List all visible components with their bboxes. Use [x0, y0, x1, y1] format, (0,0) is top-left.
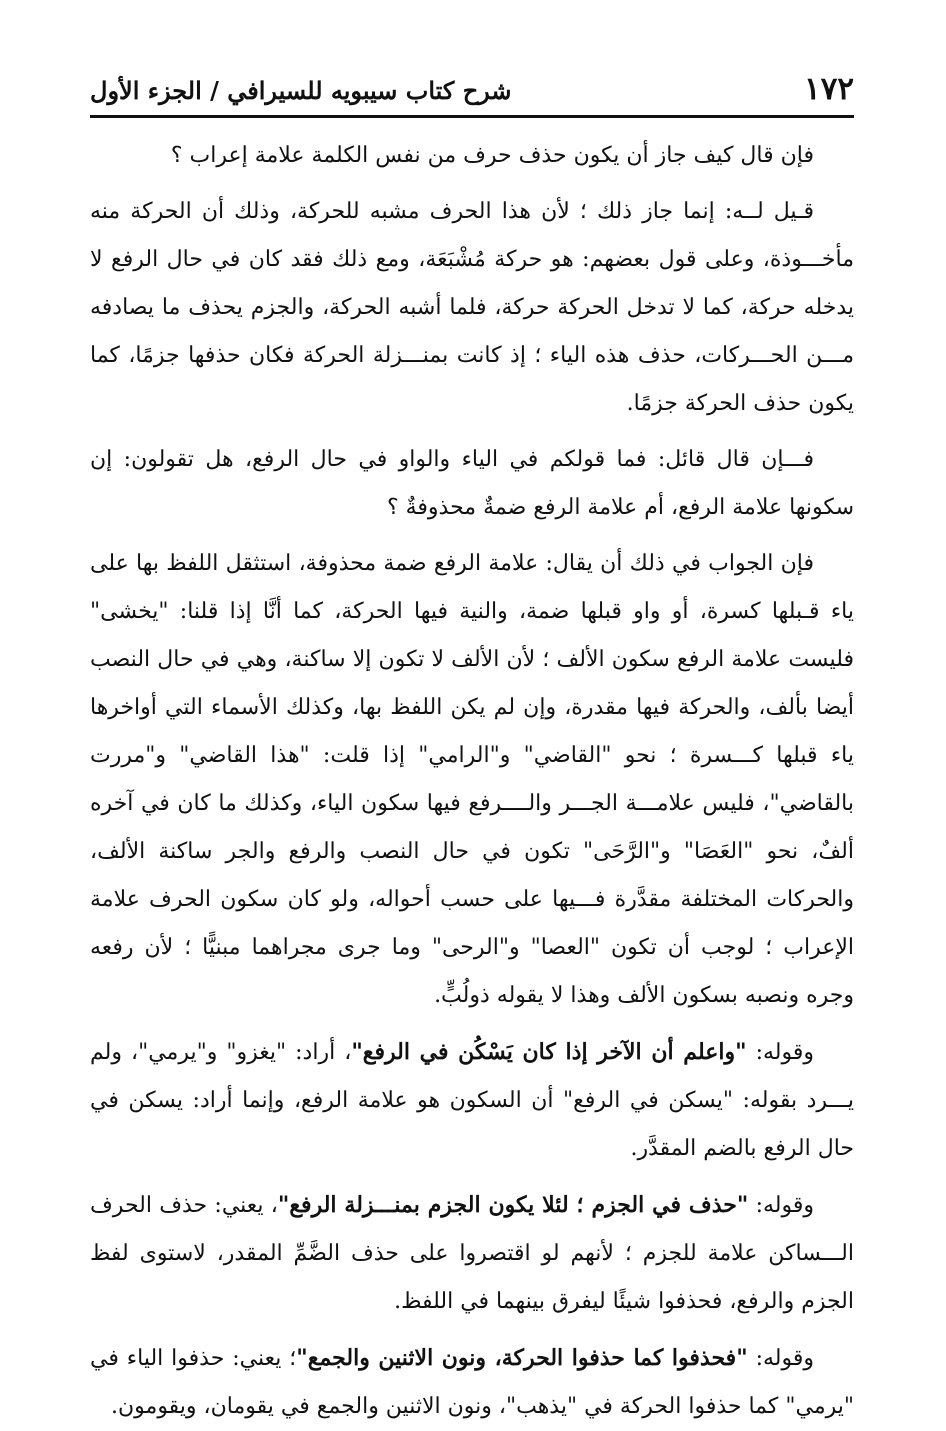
paragraph — [90, 188, 854, 428]
page-header — [90, 0, 854, 118]
page-number: ١٧٢ — [804, 71, 854, 107]
text-segment: ؛ يعني: حذفوا الياء في "يرمي" كما حذفوا الحركة في "يذهب"، ونون الاثنين والجمع في يقومان، ويقومون. — [90, 1346, 854, 1419]
paragraph — [90, 1334, 854, 1431]
running-title: شرح كتاب سيبويه للسيرافي / الجزء الأول — [90, 76, 512, 105]
text-segment: فإن الجواب في ذلك أن يقال: علامة الرفع ضمة محذوفة، استثقل اللفظ بها على ياء قـبلها كسرة، أو واو قبلها ضمة، والنية فيها الحركة، كما أنَّا إذا قلنا: "يخشى" فليست علامة الرفع سكون الألف ؛ لأن الألف لا تكون إلا ساكنة، وهي في حال النصب أيضا بألف، والحركة فيها مقدرة، وإن لم يكن اللفظ بها، وكذلك الأسماء التي أواخرها ياء قبلها كـــسرة ؛ نحو "القاضي" و"الرامي" إذا قلت: "هذا القاضي" و"مررت بالقاضي"، فليس علامـــة الجـــر والــــرفع فيها سكون الياء، وكذلك ما كان في آخره ألفٌ، نحو "العَصَا" و"الرَّحَى" تكون في حال النصب والرفع والجر ساكنة الألف، والحركات المختلفة مقدَّرة فـــيها على حسب أحواله، ولو كان سكون الحرف علامة الإعراب ؛ لوجب أن تكون "العصا" و"الرحى" وما جرى مجراهما مبنيًّا ؛ لأن رفعه وجره ونصبه بسكون الألف وهذا لا يقوله ذولُبٍّ. — [90, 551, 854, 1008]
quoted-text: "فحذفوا كما حذفوا الحركة، ونون الاثنين والجمع" — [296, 1345, 748, 1371]
paragraph — [90, 1028, 854, 1173]
text-segment: قـيل لــه: إنما جاز ذلك ؛ لأن هذا الحرف مشبه للحركة، وذلك أن الحركة منه مأخـــوذة، وعلى قول بعضهم: هو حركة مُشْبَعَة، ومع ذلك فقد كان في حال الرفع لا يدخله حركة، كما لا تدخل الحركة حركة، فلما أشبه الحركة، والجزم يحذف ما يصادفه مـــن الحـــركات، حذف هذه الياء ؛ إذ كانت بمنـــزلة الحركة فكان حذفها جزمًا، كما يكون حذف الحركة جزمًا. — [90, 199, 854, 416]
body-text — [90, 132, 854, 1431]
quoted-text: "واعلم أن الآخر إذا كان يَسْكُن في الرفع" — [351, 1039, 747, 1065]
paragraph — [90, 436, 854, 532]
text-segment: فإن قال كيف جاز أن يكون حذف حرف من نفس الكلمة علامة إعراب ؟ — [170, 143, 814, 168]
text-segment: ، أراد: "يغزو" و"يرمي"، ولم يـــرد بقوله: "يسكن في الرفع" أن السكون هو علامة الرفع، وإنما أراد: يسكن في حال الرفع بالضم المقدَّر. — [90, 1040, 854, 1161]
text-segment: وقوله: — [748, 1193, 814, 1218]
text-segment: فـــإن قال قائل: فما قولكم في الياء والواو في حال الرفع، هل تقولون: إن سكونها علامة الرفع، أم علامة الرفع ضمةٌ محذوفةٌ ؟ — [90, 447, 854, 520]
paragraph — [90, 132, 854, 180]
paragraph — [90, 540, 854, 1020]
text-segment: ، يعني: حذف الحرف الـــساكن علامة للجزم ؛ لأنهم لو اقتصروا على حذف الضَّمِّ المقدر، لاستوى لفظ الجزم والرفع، فحذفوا شيئًا ليفرق بينهما في اللفظ. — [90, 1193, 854, 1314]
paragraph — [90, 1181, 854, 1326]
text-segment: وقوله: — [746, 1040, 815, 1065]
quoted-text: "حذف في الجزم ؛ لئلا يكون الجزم بمنـــزلة الرفع" — [277, 1192, 749, 1218]
text-segment: وقوله: — [747, 1346, 814, 1371]
